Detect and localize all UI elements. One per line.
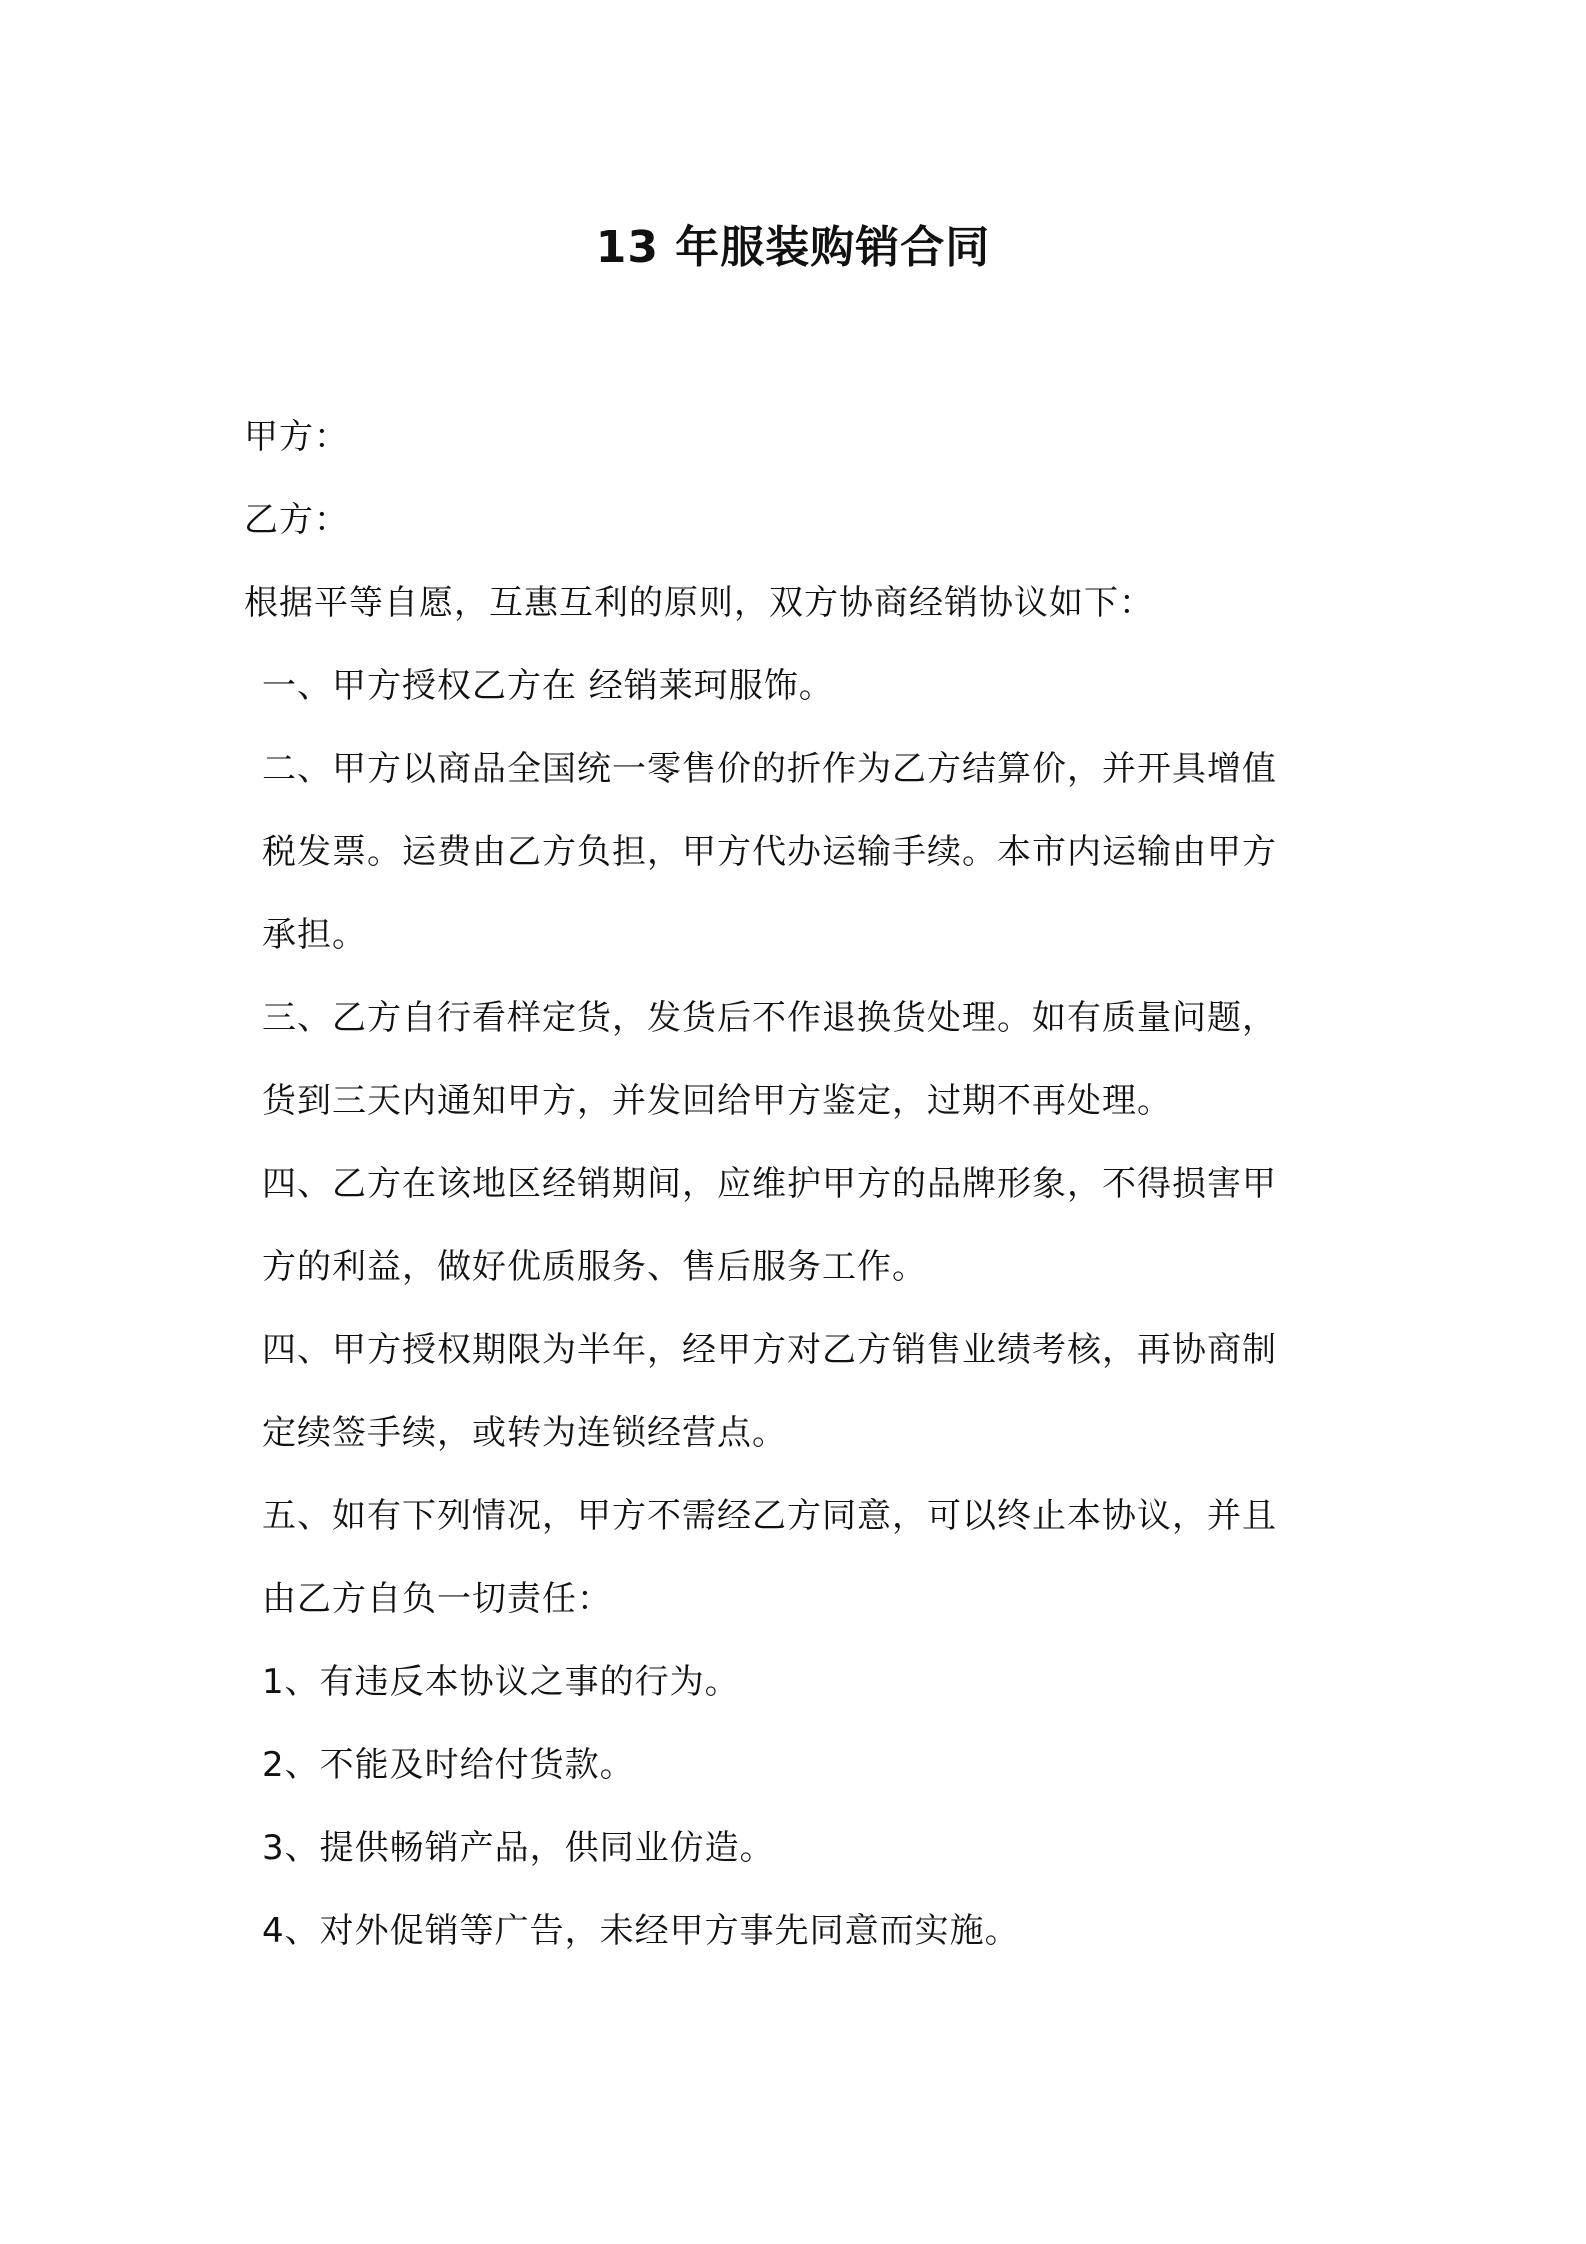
list-item-4: 4、对外促销等广告，未经甲方事先同意而实施。 <box>262 1911 1020 1951</box>
clause-4b-line-2: 定续签手续，或转为连锁经营点。 <box>262 1413 787 1453</box>
document-title: 13 年服装购销合同 <box>595 222 991 273</box>
clause-2-line-3: 承担。 <box>262 915 367 955</box>
clause-5-line-1: 五、如有下列情况，甲方不需经乙方同意，可以终止本协议，并且 <box>262 1496 1277 1536</box>
list-item-2: 2、不能及时给付货款。 <box>262 1745 635 1785</box>
list-item-1: 1、有违反本协议之事的行为。 <box>262 1662 740 1702</box>
clause-3-line-2: 货到三天内通知甲方，并发回给甲方鉴定，过期不再处理。 <box>262 1081 1172 1121</box>
clause-2-line-1: 二、甲方以商品全国统一零售价的折作为乙方结算价，并开具增值 <box>262 749 1277 789</box>
clause-4-line-1: 四、乙方在该地区经销期间，应维护甲方的品牌形象，不得损害甲 <box>262 1164 1277 1204</box>
clause-4-line-2: 方的利益，做好优质服务、售后服务工作。 <box>262 1247 927 1287</box>
party-a-line: 甲方： <box>244 417 349 457</box>
clause-2-line-2: 税发票。运费由乙方负担，甲方代办运输手续。本市内运输由甲方 <box>262 832 1277 872</box>
party-b-line: 乙方： <box>244 500 349 540</box>
clause-1-line: 一、甲方授权乙方在 经销莱珂服饰。 <box>262 666 834 706</box>
preamble-line: 根据平等自愿，互惠互利的原则，双方协商经销协议如下： <box>244 583 1154 623</box>
list-item-3: 3、提供畅销产品，供同业仿造。 <box>262 1828 775 1868</box>
clause-5-line-2: 由乙方自负一切责任： <box>262 1579 612 1619</box>
clause-3-line-1: 三、乙方自行看样定货，发货后不作退换货处理。如有质量问题， <box>262 998 1277 1038</box>
clause-4b-line-1: 四、甲方授权期限为半年，经甲方对乙方销售业绩考核，再协商制 <box>262 1330 1277 1370</box>
